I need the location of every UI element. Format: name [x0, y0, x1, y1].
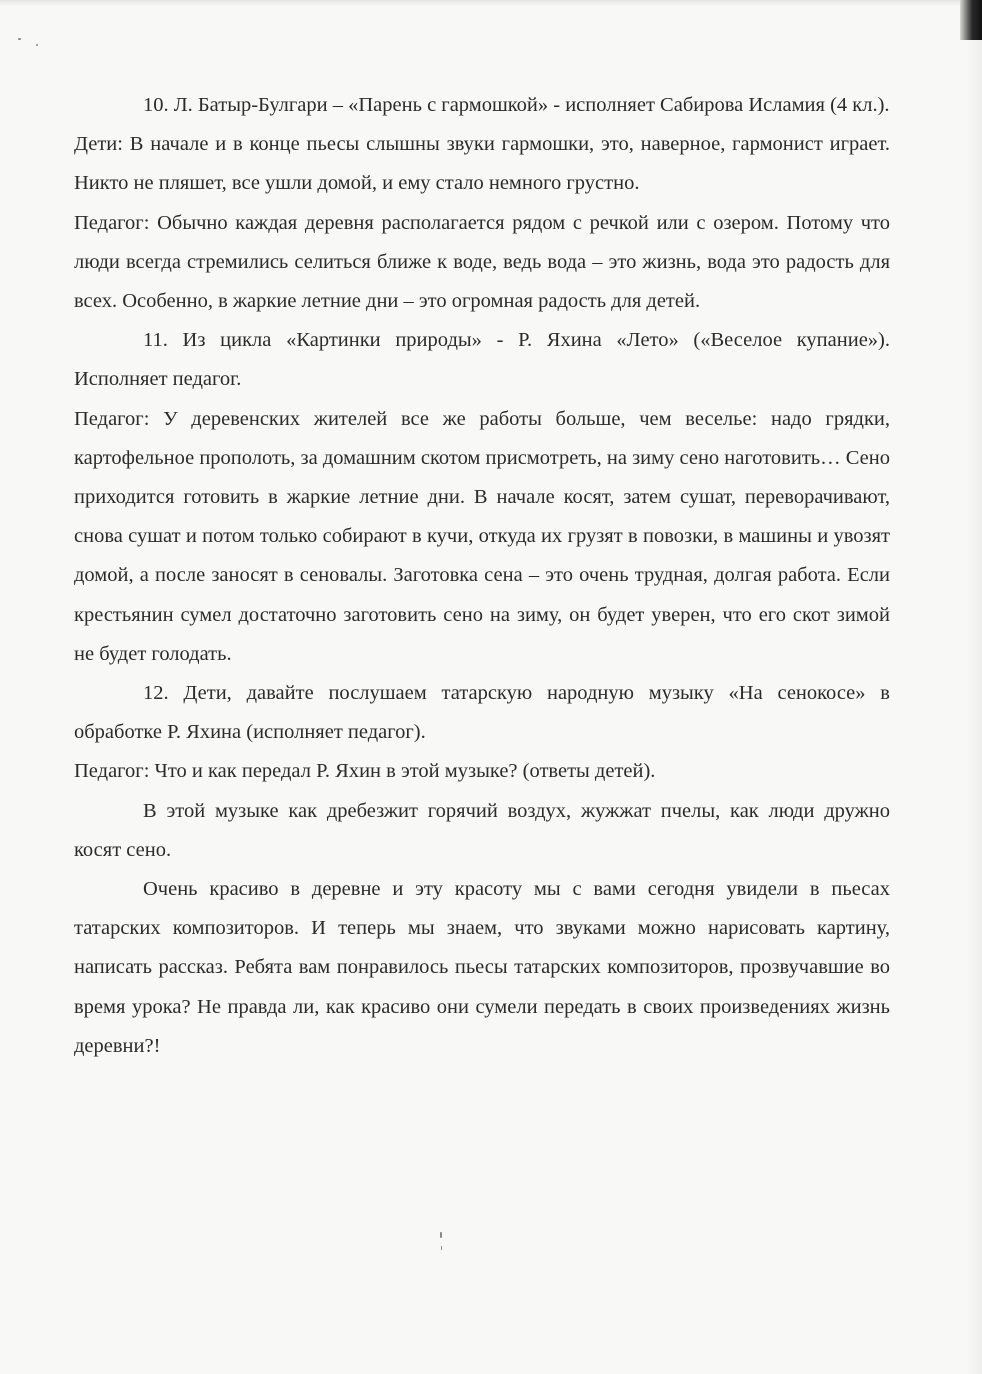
paragraph-teacher-hay: Педагог: У деревенских жителей все же работы больше, чем веселье: надо грядки, картофельное прополоть, за домашним скотом присмотреть, на зиму сено наготовить… Сено приходится готовить в жаркие летние дни. В начале косят, затем сушат, переворачивают, снова сушат и потом только собирают в кучи, откуда их грузят в повозки, в машины и увозят домой, а после заносят в сеновалы. Заготовка сена – это очень трудная, долгая работа. Если крестьянин сумел достаточно заготовить сено на зиму, он будет уверен, что его скот зимой не будет голодать. — [74, 407, 890, 665]
scan-top-shadow — [0, 0, 960, 6]
paragraph-children-answer: Дети: В начале и в конце пьесы слышны звуки гармошки, это, наверное, гармонист играет. Никто не пляшет, все ушли домой, и ему стало немного грустно. — [74, 133, 890, 195]
document-body — [74, 86, 890, 1066]
scan-edge-shadow — [966, 40, 982, 1374]
paragraph-item-10: 10. Л. Батыр-Булгари – «Парень с гармошкой» - исполняет Сабирова Исламия (4 кл.). — [143, 94, 890, 116]
scan-edge-mark — [960, 0, 982, 40]
paragraph-conclusion: Очень красиво в деревне и эту красоту мы с вами сегодня увидели в пьесах татарских композиторов. И теперь мы знаем, что звуками можно нарисовать картину, написать рассказ. Ребята вам понравилось пьесы татарских композиторов, прозвучавшие во время урока? Не правда ли, как красиво они сумели передать в своих произведениях жизнь деревни?! — [74, 878, 890, 1057]
scan-speck — [36, 44, 38, 46]
scan-speck — [441, 1246, 442, 1250]
paragraph-teacher-village: Педагог: Обычно каждая деревня располагается рядом с речкой или с озером. Потому что люди всегда стремились селиться ближе к воде, ведь вода – это жизнь, вода это радость для всех. Особенно, в жаркие летние дни – это огромная радость для детей. — [74, 211, 890, 313]
paragraph-item-12: 12. Дети, давайте послушаем татарскую народную музыку «На сенокосе» в обработке Р. Яхина (исполняет педагог). — [74, 682, 890, 744]
scan-speck — [18, 38, 21, 40]
paragraph-item-11: 11. Из цикла «Картинки природы» - Р. Яхина «Лето» («Веселое купание»). Исполняет педагог. — [74, 329, 890, 391]
scan-speck — [440, 1232, 442, 1238]
paragraph-music-description: В этой музыке как дребезжит горячий воздух, жужжат пчелы, как люди дружно косят сено. — [74, 799, 890, 861]
paragraph-teacher-question: Педагог: Что и как передал Р. Яхин в этой музыке? (ответы детей). — [74, 760, 656, 783]
